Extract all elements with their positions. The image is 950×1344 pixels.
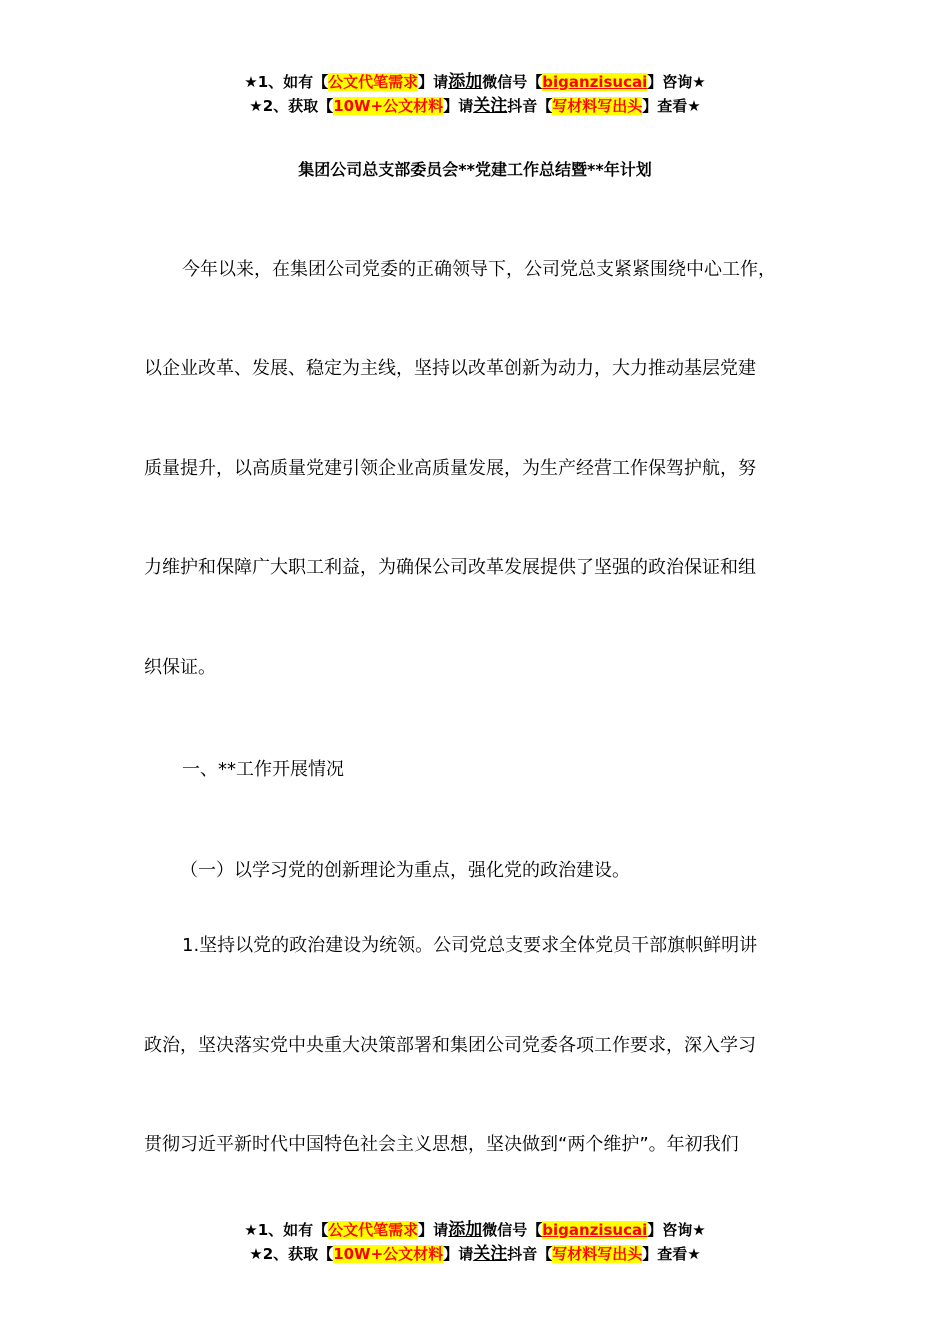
banner-line-2 xyxy=(0,1242,950,1266)
banner-text: 】查看★ xyxy=(642,1245,701,1263)
banner-highlight: 10W+公文材料 xyxy=(333,1245,444,1263)
banner-text: 】请 xyxy=(418,1221,449,1239)
banner-text: 抖音【 xyxy=(507,97,553,115)
banner-text: ★2、获取【 xyxy=(249,97,334,115)
banner-text: ★2、获取【 xyxy=(249,1245,334,1263)
banner-emphasis: 添加 xyxy=(448,72,483,92)
banner-text: 】请 xyxy=(443,1245,474,1263)
banner-emphasis: 关注 xyxy=(473,1244,508,1264)
banner-emphasis: 关注 xyxy=(473,96,508,116)
body-line: 今年以来，在集团公司党委的正确领导下，公司党总支紧紧围绕中心工作， xyxy=(182,259,776,280)
banner-douyin-account[interactable]: 写材料写出头 xyxy=(552,97,643,115)
banner-line-1 xyxy=(0,70,950,94)
banner-text: 微信号【 xyxy=(482,1221,543,1239)
banner-text: 】请 xyxy=(443,97,474,115)
banner-text: ★1、如有【 xyxy=(244,1221,329,1239)
body-line: 政治，坚决落实党中央重大决策部署和集团公司党委各项工作要求，深入学习 xyxy=(144,1035,756,1056)
subsection-heading: （一）以学习党的创新理论为重点，强化党的政治建设。 xyxy=(180,860,630,881)
body-line: 1.坚持以党的政治建设为统领。公司党总支要求全体党员干部旗帜鲜明讲 xyxy=(182,935,758,956)
banner-text: 抖音【 xyxy=(507,1245,553,1263)
banner-douyin-account[interactable]: 写材料写出头 xyxy=(552,1245,643,1263)
bottom-banner xyxy=(0,1218,950,1266)
body-line: 力维护和保障广大职工利益，为确保公司改革发展提供了坚强的政治保证和组 xyxy=(144,557,756,578)
banner-highlight: 公文代笔需求 xyxy=(328,73,419,91)
banner-highlight: 10W+公文材料 xyxy=(333,97,444,115)
banner-text: ★1、如有【 xyxy=(244,73,329,91)
body-line: 以企业改革、发展、稳定为主线，坚持以改革创新为动力，大力推动基层党建 xyxy=(144,358,756,379)
banner-line-2 xyxy=(0,94,950,118)
banner-emphasis: 添加 xyxy=(448,1220,483,1240)
banner-text: 】咨询★ xyxy=(647,73,706,91)
body-line: 织保证。 xyxy=(144,657,216,678)
banner-text: 】查看★ xyxy=(642,97,701,115)
body-line: 质量提升，以高质量党建引领企业高质量发展，为生产经营工作保驾护航，努 xyxy=(144,458,756,479)
document-title: 集团公司总支部委员会**党建工作总结暨**年计划 xyxy=(298,160,652,179)
top-banner xyxy=(0,70,950,118)
banner-text: 微信号【 xyxy=(482,73,543,91)
body-line: 贯彻习近平新时代中国特色社会主义思想，坚决做到“两个维护”。年初我们 xyxy=(144,1134,739,1155)
banner-line-1 xyxy=(0,1218,950,1242)
banner-text: 】请 xyxy=(418,73,449,91)
section-heading: 一、**工作开展情况 xyxy=(182,759,344,780)
banner-wechat-id[interactable]: biganzisucai xyxy=(542,1221,648,1239)
banner-text: 】咨询★ xyxy=(647,1221,706,1239)
banner-highlight: 公文代笔需求 xyxy=(328,1221,419,1239)
banner-wechat-id[interactable]: biganzisucai xyxy=(542,73,648,91)
